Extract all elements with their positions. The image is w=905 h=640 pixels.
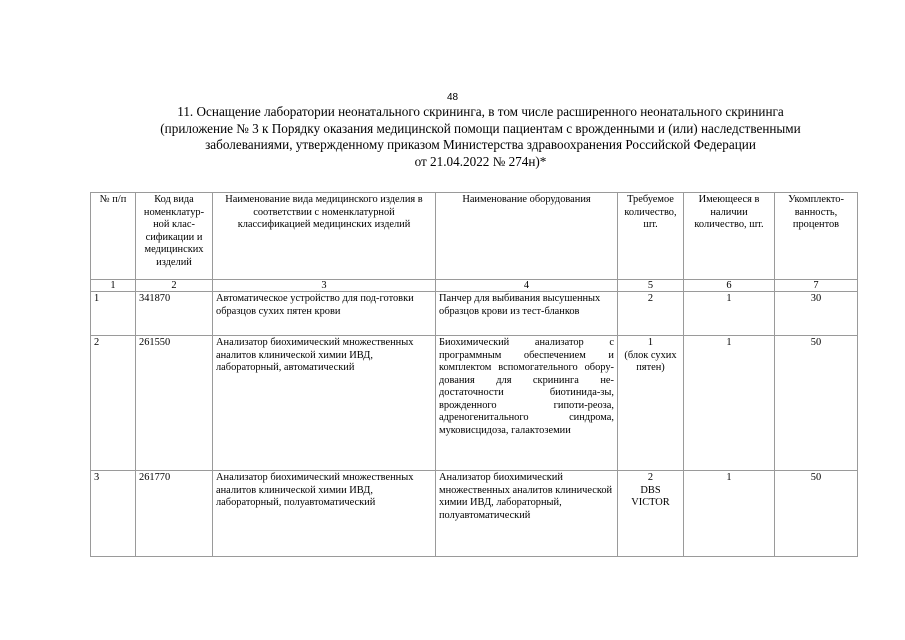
required-qty-line: 2 bbox=[647, 472, 654, 483]
equipment-table bbox=[90, 192, 858, 557]
column-number: 4 bbox=[436, 280, 618, 292]
row-equipment: Биохимический анализатор с программным обеспечением и комплектом вспомогательного обору-дования для скрининга не-достаточности биотинида-зы, врожденного гипоти-реоза, адреногенитального синдрома, муковисцидоза, галактоземии bbox=[436, 336, 618, 471]
row-required-qty bbox=[618, 471, 684, 557]
row-device-kind: Автоматическое устройство для под-готовки образцов сухих пятен крови bbox=[213, 292, 436, 336]
row-equipment: Панчер для выбивания высушенных образцов крови из тест-бланков bbox=[436, 292, 618, 336]
column-number: 6 bbox=[684, 280, 775, 292]
row-code: 261770 bbox=[136, 471, 213, 557]
required-qty-line: 2 bbox=[647, 293, 654, 304]
required-qty-line: 1 bbox=[647, 337, 654, 348]
column-number: 7 bbox=[775, 280, 858, 292]
row-available-qty: 1 bbox=[684, 471, 775, 557]
row-completeness: 50 bbox=[775, 336, 858, 471]
column-number: 2 bbox=[136, 280, 213, 292]
header-number: № п/п bbox=[91, 193, 136, 280]
row-required-qty bbox=[618, 292, 684, 336]
required-qty-line: (блок сухих bbox=[624, 349, 677, 361]
title-line-1: 11. Оснащение лаборатории неонатального скрининга, в том числе расширенного неонатального скрининга bbox=[177, 104, 784, 119]
table-row bbox=[91, 336, 858, 471]
table-row bbox=[91, 292, 858, 336]
row-number: 3 bbox=[91, 471, 136, 557]
row-completeness: 50 bbox=[775, 471, 858, 557]
column-numbers-row bbox=[91, 280, 858, 292]
header-equipment: Наименование оборудования bbox=[436, 193, 618, 280]
required-qty-line: DBS bbox=[640, 484, 661, 496]
table-header-row bbox=[91, 193, 858, 280]
table-row bbox=[91, 471, 858, 557]
header-available-qty: Имеющееся в наличии количество, шт. bbox=[684, 193, 775, 280]
required-qty-line: пятен) bbox=[636, 362, 665, 373]
row-code: 341870 bbox=[136, 292, 213, 336]
page-number: 48 bbox=[446, 92, 459, 103]
row-available-qty: 1 bbox=[684, 336, 775, 471]
row-number: 2 bbox=[91, 336, 136, 471]
row-device-kind: Анализатор биохимический множественных аналитов клинической химии ИВД, лабораторный, полуавтоматический bbox=[213, 471, 436, 557]
header-completeness: Укомплекто-ванность, процентов bbox=[775, 193, 858, 280]
column-number: 5 bbox=[618, 280, 684, 292]
row-device-kind: Анализатор биохимический множественных аналитов клинической химии ИВД, лабораторный, автоматический bbox=[213, 336, 436, 471]
column-number: 1 bbox=[91, 280, 136, 292]
row-code: 261550 bbox=[136, 336, 213, 471]
title-line-3: заболеваниями, утвержденному приказом Министерства здравоохранения Российской Федерации bbox=[205, 137, 756, 152]
document-title bbox=[88, 104, 873, 170]
header-device-kind: Наименование вида медицинского изделия в соответствии с номенклатурной классификацией медицинских изделий bbox=[213, 193, 436, 280]
title-line-2: (приложение № 3 к Порядку оказания медицинской помощи пациентам с врожденными и (или) наследственными bbox=[160, 120, 801, 136]
row-number: 1 bbox=[91, 292, 136, 336]
row-available-qty: 1 bbox=[684, 292, 775, 336]
row-equipment: Анализатор биохимический множественных аналитов клинической химии ИВД, лабораторный, полуавтоматический bbox=[436, 471, 618, 557]
required-qty-line: VICTOR bbox=[631, 497, 670, 508]
column-number: 3 bbox=[213, 280, 436, 292]
header-code: Код вида номенклатур-ной клас-сификации и медицинских изделий bbox=[136, 193, 213, 280]
header-required-qty: Требуемое количество, шт. bbox=[618, 193, 684, 280]
row-required-qty bbox=[618, 336, 684, 471]
row-completeness: 30 bbox=[775, 292, 858, 336]
title-line-4: от 21.04.2022 № 274н)* bbox=[414, 153, 547, 169]
